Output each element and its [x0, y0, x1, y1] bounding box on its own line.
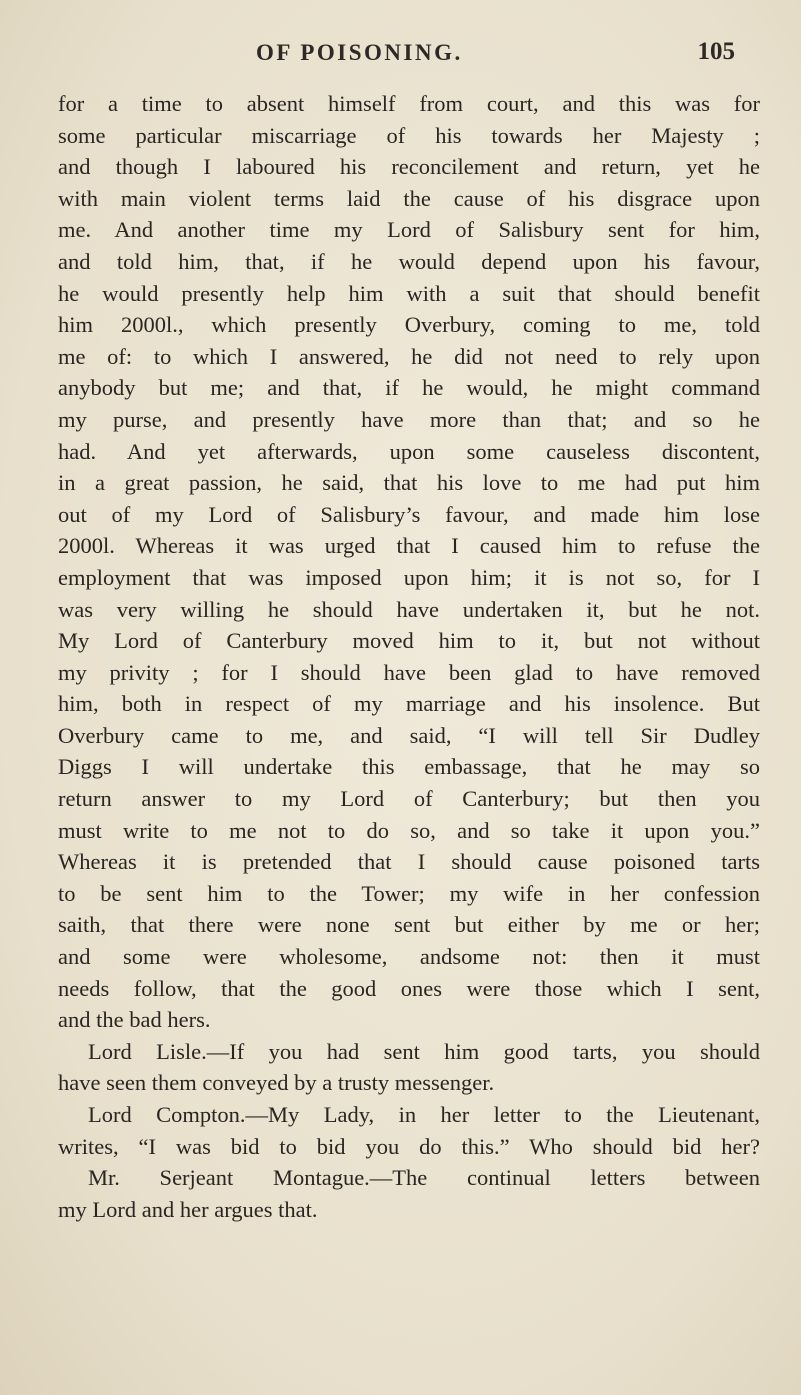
text-line: me of: to which I answered, he did not need to rely upon — [58, 343, 760, 369]
text-line: Lord Lisle.—If you had sent him good tarts, you should — [88, 1038, 760, 1064]
text-line: Lord Compton.—My Lady, in her letter to the Lieutenant, — [88, 1102, 760, 1127]
text-line: 2000l. Whereas it was urged that I caused him to refuse the — [58, 533, 760, 559]
text-line: and some were wholesome, andsome not: then it must — [58, 944, 760, 970]
text-line: for a time to absent himself from court, and this was for — [58, 91, 760, 116]
text-line: him, both in respect of my marriage and his insolence. But — [58, 691, 760, 717]
text-line: Whereas it is pretended that I should cause poisoned tarts — [58, 849, 760, 875]
text-line: Mr. Serjeant Montague.—The continual letters between — [88, 1165, 760, 1191]
text-line: employment that was imposed upon him; it is not so, for I — [58, 564, 760, 590]
text-line: and the bad hers. — [58, 1007, 211, 1033]
text-line: in a great passion, he said, that his love to me had put him — [58, 470, 760, 496]
text-line: my privity ; for I should have been glad to have removed — [58, 659, 760, 685]
text-line: some particular miscarriage of his towards her Majesty ; — [58, 122, 760, 148]
text-line: anybody but me; and that, if he would, he might command — [58, 375, 760, 401]
text-line: saith, that there were none sent but either by me or her; — [58, 912, 760, 938]
text-line: and though I laboured his reconcilement and return, yet he — [58, 154, 760, 180]
running-head — [60, 40, 761, 70]
text-line: my Lord and her argues that. — [58, 1196, 318, 1222]
text-line: him 2000l., which presently Overbury, coming to me, told — [58, 312, 760, 338]
text-line: have seen them conveyed by a trusty messenger. — [58, 1070, 495, 1096]
text-line: with main violent terms laid the cause of his disgrace upon — [58, 185, 760, 211]
text-line: he would presently help him with a suit that should benefit — [58, 280, 760, 306]
running-head-title: OF POISONING. — [256, 40, 463, 65]
text-line: out of my Lord of Salisbury’s favour, and made him lose — [58, 501, 760, 527]
body-text — [58, 88, 760, 1225]
text-line: writes, “I was bid to bid you do this.” Who should bid her? — [58, 1133, 760, 1159]
text-line: Overbury came to me, and said, “I will tell Sir Dudley — [58, 722, 760, 748]
text-line: and told him, that, if he would depend upon his favour, — [58, 248, 760, 274]
page-number: 105 — [697, 38, 735, 65]
text-line: must write to me not to do so, and so take it upon you.” — [58, 817, 760, 843]
text-line: me. And another time my Lord of Salisbury sent for him, — [58, 217, 760, 243]
text-line: return answer to my Lord of Canterbury; but then you — [58, 786, 760, 812]
text-line: to be sent him to the Tower; my wife in her confession — [58, 880, 760, 906]
text-line: my purse, and presently have more than that; and so he — [58, 406, 760, 432]
text-line: had. And yet afterwards, upon some causeless discontent, — [58, 438, 760, 464]
text-line: needs follow, that the good ones were those which I sent, — [58, 975, 760, 1001]
text-line: was very willing he should have undertaken it, but he not. — [58, 596, 760, 622]
text-line: Diggs I will undertake this embassage, that he may so — [58, 754, 760, 780]
text-line: My Lord of Canterbury moved him to it, but not without — [58, 628, 760, 654]
